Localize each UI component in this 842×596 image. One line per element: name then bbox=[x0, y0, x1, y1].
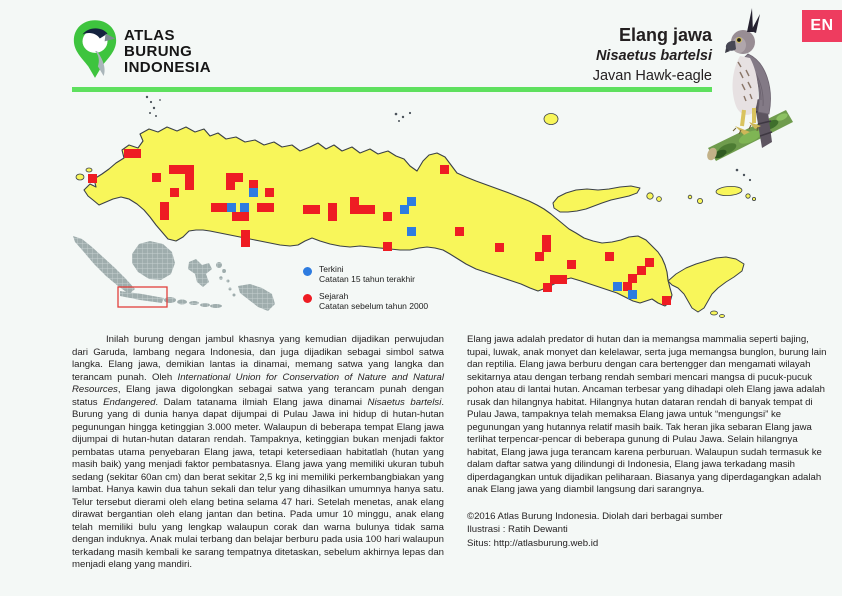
logo-line-2: BURUNG bbox=[124, 43, 193, 60]
legend-item-historical bbox=[303, 291, 428, 311]
bali-island bbox=[668, 257, 744, 312]
species-description-paragraph: Inilah burung dengan jambul khasnya yang kemudian dijadikan perwujudan dari Garuda, lambang negara Indonesia, dan juga dijadikan sebagai simbol satwa langka. Elang jawa, demikian lantas ia dinamai, memang satwa yang langka dan terancam punah. Oleh International Union for Conservation of Nature and Natural Resources, Elang jawa digolongkan sebagai satwa yang terancam punah dengan status Endangered. Dalam tatanama ilmiah Elang jawa dinamai Nisaetus bartelsi. Burung yang di dunia hanya dapat dijumpai di Pulau Jawa ini hidup di hutan-hutan pegunungan hingga ketinggian 3.000 meter. Walaupun di beberapa tempat Elang jawa dijumpai di hutan-hutan dataran rendah. Tampaknya, ketinggian bukan menjadi faktor pembatas utama penyebaran Elang jawa, tetapi ketersediaan habitatlah (hutan yang masih baik) yang menjadi faktor pembatasnya. Elang jawa yang memiliki ukuran tubuh sedang (sekitar 60an cm) dan berat sekitar 2,5 kg ini memiliki perkembangbiakan yang lambat. Hanya kawin dua tahun sekali dan telur yang dihasilkan umumnya hanya satu. Telur tersebut dierami oleh elang betina selama 47 hari. Setelah menetas, anak elang dirawat bergantian oleh elang jantan dan betina. Pada umur 10 minggu, anak elang telah memiliki bulu yang lengkap walaupun corak dan warna bulunya tidak sama dengan induknya. Anak mulai terbang dan belajar berburu pada usia 100 hari walaupun terkadang masih kembali ke sarang tempatnya ditetaskan, sebelum akhirnya lepas dan menjadi elang yang mandiri. bbox=[72, 334, 444, 570]
logo-line-1: ATLAS bbox=[124, 27, 175, 44]
header-divider bbox=[72, 87, 712, 92]
copyright-line: ©2016 Atlas Burung Indonesia. Diolah dari berbagai sumber bbox=[467, 510, 723, 522]
website-url: Situs: http://atlasburung.web.id bbox=[467, 538, 599, 550]
scientific-name: Nisaetus bartelsi bbox=[595, 48, 712, 64]
historical-marker-icon bbox=[303, 294, 312, 303]
right-text-column bbox=[467, 334, 829, 551]
legend-recent-label: Terkini bbox=[319, 264, 344, 274]
ecology-threats-paragraph: Elang jawa adalah predator di hutan dan ia memangsa mammalia seperti bajing, tupai, luwak, anak monyet dan kelelawar, serta juga memangsa bunglon, burung lain dan reptilia. Elang jawa berburu dengan cara bertengger dan mengamati wilayah sekitarnya atau dengan terbang rendah sembari mencari mangsa di pucuk-pucuk pohon atau di lantai hutan. Ancaman terbesar yang dihadapi oleh Elang jawa adalah rusak dan hilangnya habitat. Hilangnya hutan dataran rendah di banyak tempat di Pulau Jawa, tampaknya telah memaksa Elang jawa untuk “mengungsi” ke pegunungan yang hutannya relatif masih baik. Tak heran jika sebaran Elang jawa terlihat terpencar-pencar di beberapa gunung di Pulau Jawa. Selain hilangnya habitat, Elang jawa juga terancam karena perburuan. Walaupun sudah termasuk ke dalam daftar satwa yang dilindungi di Indonesia, Elang jawa terkadang masih diperdagangkan untuk dijadikan peliharaan. Biasanya yang diperdagangkan adalah anak Elang jawa yang diambil langsung dari sarangnya. bbox=[467, 334, 827, 495]
legend-historical-sublabel: Catatan sebelum tahun 2000 bbox=[319, 301, 429, 311]
credits-block bbox=[467, 510, 829, 551]
madura-island bbox=[553, 186, 640, 212]
illustrator-credit: Ilustrasi : Ratih Dewanti bbox=[467, 524, 568, 536]
english-name: Javan Hawk-eagle bbox=[592, 68, 712, 84]
inset-map bbox=[73, 236, 275, 311]
legend-recent-sublabel: Catatan 15 tahun terakhir bbox=[319, 274, 415, 284]
atlas-burung-logo-pin-icon bbox=[70, 18, 120, 82]
map-legend bbox=[303, 264, 428, 318]
legend-historical-label: Sejarah bbox=[319, 291, 349, 301]
javan-hawk-eagle-illustration bbox=[692, 2, 800, 174]
logo-wordmark bbox=[124, 28, 211, 76]
left-text-column bbox=[72, 334, 444, 572]
logo-line-3: INDONESIA bbox=[124, 59, 211, 76]
legend-item-recent bbox=[303, 264, 428, 284]
page-title: Elang jawa bbox=[618, 25, 712, 45]
branch-graphic bbox=[705, 110, 793, 162]
eagle-body-graphic bbox=[725, 8, 772, 148]
language-badge[interactable]: EN bbox=[802, 10, 842, 42]
recent-marker-icon bbox=[303, 267, 312, 276]
